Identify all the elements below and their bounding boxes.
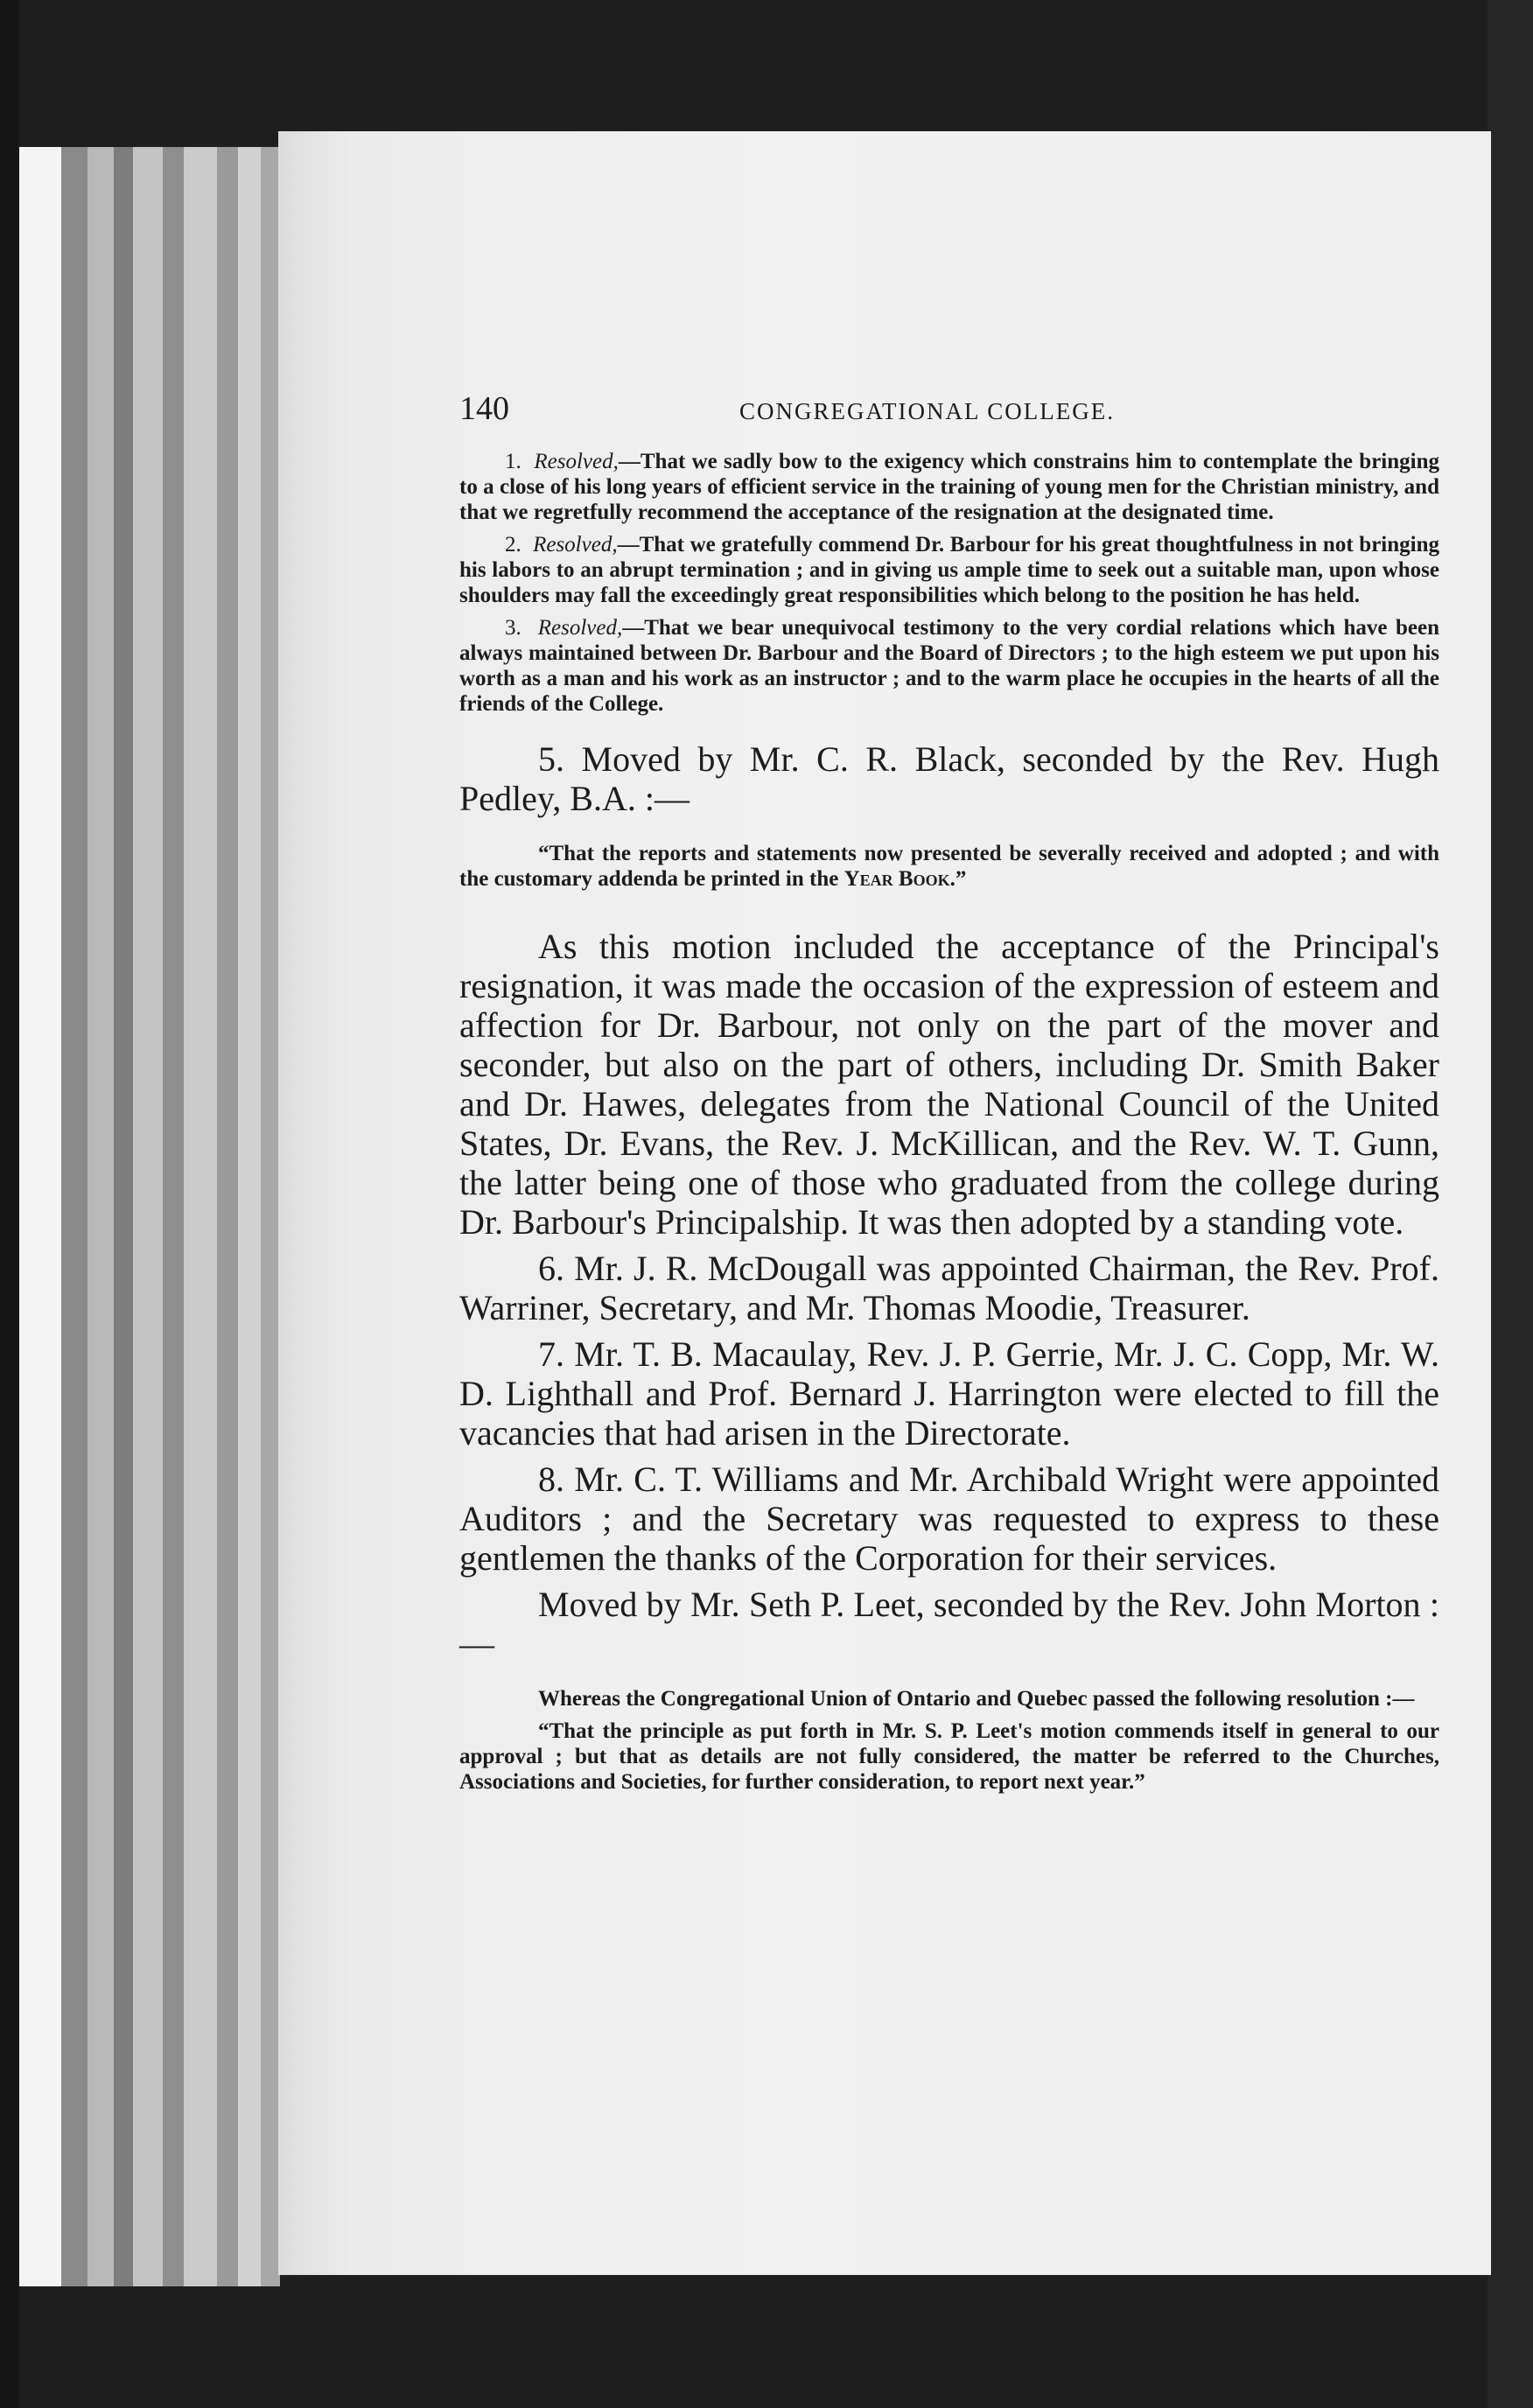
scan-right-border	[1488, 0, 1533, 2408]
resolution-1	[459, 449, 1439, 525]
resolution-number: 3.	[505, 616, 522, 640]
running-header	[459, 389, 1439, 442]
resolution-label: Resolved,	[533, 533, 618, 556]
resolution-number: 2.	[505, 533, 522, 556]
resolution-3	[459, 615, 1439, 717]
paragraph-item-6: 6. Mr. J. R. McDougall was appointed Chairman, the Rev. Prof. Warriner, Secretary, and Mr. Thomas Moodie, Treasurer.	[459, 1249, 1439, 1327]
scan-bottom-border	[0, 2271, 1533, 2408]
page-content	[459, 389, 1439, 1795]
quote-end: .”	[949, 867, 967, 891]
running-title: CONGREGATIONAL COLLEGE.	[739, 398, 1115, 424]
resolution-text: —That we gratefully commend Dr. Barbour for his great thoughtfulness in not bringing his labors to an abrupt termination ; and in giving us ample time to seek out a suitable man, upon whose shoulders may fall the exceedingly great responsibilities which belong to the position he has held.	[459, 533, 1440, 607]
quote-reports	[459, 841, 1439, 892]
resolution-label: Resolved,	[537, 616, 623, 640]
page-number: 140	[459, 390, 509, 427]
resolution-number: 1.	[505, 450, 522, 473]
quote-union-resolution: “That the principle as put forth in Mr. S. P. Leet's motion commends itself in general to our approval ; but that as details are not fully considered, the matter be referred to the Churches, Associations and Societies, for further consideration, to report next year.”	[459, 1719, 1439, 1794]
year-book-title: Year Book	[844, 867, 950, 891]
resolution-label: Resolved,	[534, 450, 619, 473]
resolution-2	[459, 532, 1439, 608]
paragraph-item-7: 7. Mr. T. B. Macaulay, Rev. J. P. Gerrie, Mr. J. C. Copp, Mr. W. D. Lighthall and Prof. Bernard J. Harrington were elected to fill the vacancies that had arisen in the Directorate.	[459, 1334, 1439, 1452]
scan-top-border	[0, 0, 1533, 153]
motion-5: 5. Moved by Mr. C. R. Black, seconded by the Rev. Hugh Pedley, B.A. :—	[459, 739, 1439, 818]
resolution-text: —That we bear unequivocal testimony to the very cordial relations which have been always maintained between Dr. Barbour and the Board of Directors ; to the high esteem we put upon his worth as a man and his work as an instructor ; and to the warm place he occupies in the hearts of all the friends of the College.	[459, 616, 1439, 716]
scan-left-border	[0, 0, 19, 2408]
motion-leet: Moved by Mr. Seth P. Leet, seconded by the Rev. John Morton :—	[459, 1585, 1439, 1663]
paragraph-principal: As this motion included the acceptance of the Principal's resignation, it was made the occasion of the expression of esteem and affection for Dr. Barbour, not only on the part of the mover and seconder, but also on the part of others, including Dr. Smith Baker and Dr. Hawes, delegates from the National Council of the United States, Dr. Evans, the Rev. J. McKillican, and the Rev. W. T. Gunn, the latter being one of those who graduated from the college during Dr. Barbour's Principalship. It was then adopted by a standing vote.	[459, 927, 1439, 1242]
whereas-clause: Whereas the Congregational Union of Ontario and Quebec passed the following resolution :—	[538, 1687, 1415, 1711]
resolution-text: —That we sadly bow to the exigency which constrains him to contemplate the bringing to a close of his long years of efficient service in the training of young men for the Christian ministry, and that we regretfully recommend the acceptance of the resignation at the designated time.	[459, 450, 1440, 524]
quote-text: “That the reports and statements now presented be severally received and adopted ; and with the customary addenda be printed in the	[459, 842, 1439, 891]
paragraph-item-8: 8. Mr. C. T. Williams and Mr. Archibald Wright were appointed Auditors ; and the Secretary was requested to express to these gentlemen the thanks of the Corporation for their services.	[459, 1460, 1439, 1578]
